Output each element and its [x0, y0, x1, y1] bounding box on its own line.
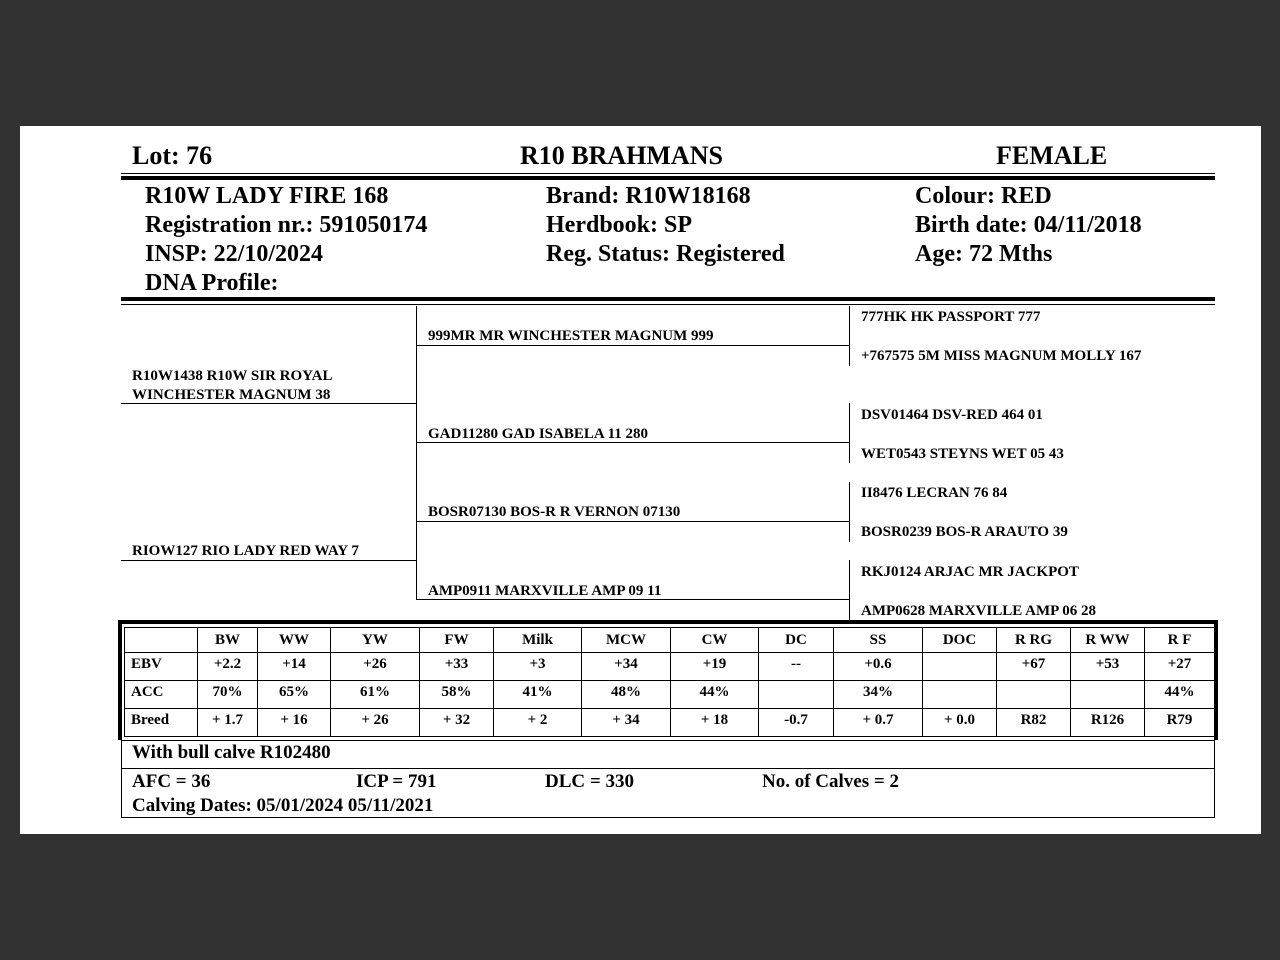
table-cell: 65%: [258, 681, 331, 709]
table-cell: 70%: [198, 681, 258, 709]
animal-sex: FEMALE: [996, 141, 1108, 170]
breeder-name: R10 BRAHMANS: [520, 141, 723, 170]
pedigree-line: [416, 306, 417, 600]
column-header: R WW: [1071, 628, 1145, 653]
table-cell: R79: [1145, 709, 1215, 737]
pedigree-dam: RIOW127 RIO LADY RED WAY 7: [132, 543, 359, 559]
pedigree-line: [849, 482, 850, 542]
dna-profile: DNA Profile:: [145, 270, 279, 296]
table-cell: [759, 681, 834, 709]
inspection-date: INSP: 22/10/2024: [145, 241, 324, 267]
colour: Colour: RED: [915, 183, 1052, 209]
pedigree-line: [416, 521, 849, 522]
ebv-row-ebv: [125, 653, 1215, 681]
registration-status: Reg. Status: Registered: [546, 241, 785, 267]
row-label: EBV: [125, 653, 198, 681]
pedigree-sire-dam: GAD11280 GAD ISABELA 11 280: [428, 426, 649, 442]
pedigree-dam-dam: AMP0911 MARXVILLE AMP 09 11: [428, 583, 662, 599]
table-cell: +34: [582, 653, 671, 681]
table-cell: +3: [494, 653, 582, 681]
table-cell: +19: [671, 653, 759, 681]
calving-dates: Calving Dates: 05/01/2024 05/11/2021: [132, 795, 434, 816]
table-cell: +53: [1071, 653, 1145, 681]
table-cell: --: [759, 653, 834, 681]
pedigree-ggp: AMP0628 MARXVILLE AMP 06 28: [861, 603, 1096, 619]
table-cell: 58%: [420, 681, 494, 709]
column-header: YW: [331, 628, 420, 653]
pedigree-ggp: WET0543 STEYNS WET 05 43: [861, 446, 1064, 462]
ebv-header-row: [125, 628, 1215, 653]
ebv-table-frame: [118, 620, 1218, 740]
pedigree-sire: R10W1438 R10W SIR ROYAL WINCHESTER MAGNUM 38: [132, 368, 333, 403]
pedigree-ggp: II8476 LECRAN 76 84: [861, 485, 1008, 501]
header-rule-thin: [121, 173, 1215, 174]
afc: AFC = 36: [132, 771, 211, 792]
table-cell: +67: [997, 653, 1071, 681]
table-cell: + 2: [494, 709, 582, 737]
pedigree-line: [849, 403, 850, 463]
pedigree-line: [416, 442, 849, 443]
table-cell: 61%: [331, 681, 420, 709]
table-cell: + 34: [582, 709, 671, 737]
column-header: BW: [198, 628, 258, 653]
column-header: MCW: [582, 628, 671, 653]
column-header: Milk: [494, 628, 582, 653]
pedigree-ggp: +767575 5M MISS MAGNUM MOLLY 167: [861, 348, 1142, 364]
ebv-table: [124, 627, 1215, 737]
row-label: Breed: [125, 709, 198, 737]
table-cell: -0.7: [759, 709, 834, 737]
table-cell: 41%: [494, 681, 582, 709]
column-header: R F: [1145, 628, 1215, 653]
ebv-row-breed: [125, 709, 1215, 737]
registration-number: Registration nr.: 591050174: [145, 212, 428, 238]
calf-at-foot: With bull calve R102480: [132, 742, 331, 763]
number-of-calves: No. of Calves = 2: [762, 771, 899, 792]
info-rule-thick: [121, 297, 1215, 301]
table-cell: +0.6: [834, 653, 923, 681]
column-header: SS: [834, 628, 923, 653]
table-cell: + 0.7: [834, 709, 923, 737]
pedigree-line: [849, 560, 850, 620]
ebv-row-acc: [125, 681, 1215, 709]
table-cell: [923, 681, 997, 709]
table-cell: 44%: [671, 681, 759, 709]
table-cell: 44%: [1145, 681, 1215, 709]
pedigree-sire-sire: 999MR MR WINCHESTER MAGNUM 999: [428, 328, 714, 344]
footer-divider: [121, 768, 1215, 769]
dlc: DLC = 330: [545, 771, 634, 792]
table-cell: [997, 681, 1071, 709]
table-cell: [1071, 681, 1145, 709]
pedigree-ggp: RKJ0124 ARJAC MR JACKPOT: [861, 564, 1079, 580]
info-rule-thin: [121, 304, 1215, 305]
pedigree-dam-sire: BOSR07130 BOS-R R VERNON 07130: [428, 504, 681, 520]
table-cell: + 32: [420, 709, 494, 737]
age: Age: 72 Mths: [915, 241, 1053, 267]
table-cell: + 1.7: [198, 709, 258, 737]
column-header: DOC: [923, 628, 997, 653]
table-cell: 34%: [834, 681, 923, 709]
table-cell: +27: [1145, 653, 1215, 681]
table-cell: +14: [258, 653, 331, 681]
pedigree-ggp: 777HK HK PASSPORT 777: [861, 309, 1041, 325]
column-header: WW: [258, 628, 331, 653]
table-cell: + 0.0: [923, 709, 997, 737]
column-header: [125, 628, 198, 653]
table-cell: [923, 653, 997, 681]
birth-date: Birth date: 04/11/2018: [915, 212, 1142, 238]
icp: ICP = 791: [356, 771, 437, 792]
lot-number: Lot: 76: [132, 141, 213, 170]
pedigree-line: [121, 403, 416, 404]
pedigree-line: [416, 345, 849, 346]
table-cell: 48%: [582, 681, 671, 709]
pedigree-ggp: DSV01464 DSV-RED 464 01: [861, 407, 1043, 423]
brand: Brand: R10W18168: [546, 183, 751, 209]
column-header: FW: [420, 628, 494, 653]
column-header: DC: [759, 628, 834, 653]
table-cell: + 18: [671, 709, 759, 737]
table-cell: +26: [331, 653, 420, 681]
table-cell: R126: [1071, 709, 1145, 737]
header-rule-thick: [121, 176, 1215, 180]
table-cell: +2.2: [198, 653, 258, 681]
table-cell: R82: [997, 709, 1071, 737]
table-cell: + 16: [258, 709, 331, 737]
table-cell: + 26: [331, 709, 420, 737]
column-header: R RG: [997, 628, 1071, 653]
herdbook: Herdbook: SP: [546, 212, 693, 238]
pedigree-line: [849, 306, 850, 366]
animal-name: R10W LADY FIRE 168: [145, 183, 389, 209]
table-cell: +33: [420, 653, 494, 681]
pedigree-line: [416, 599, 849, 600]
pedigree-ggp: BOSR0239 BOS-R ARAUTO 39: [861, 524, 1068, 540]
row-label: ACC: [125, 681, 198, 709]
pedigree-line: [121, 560, 416, 561]
column-header: CW: [671, 628, 759, 653]
